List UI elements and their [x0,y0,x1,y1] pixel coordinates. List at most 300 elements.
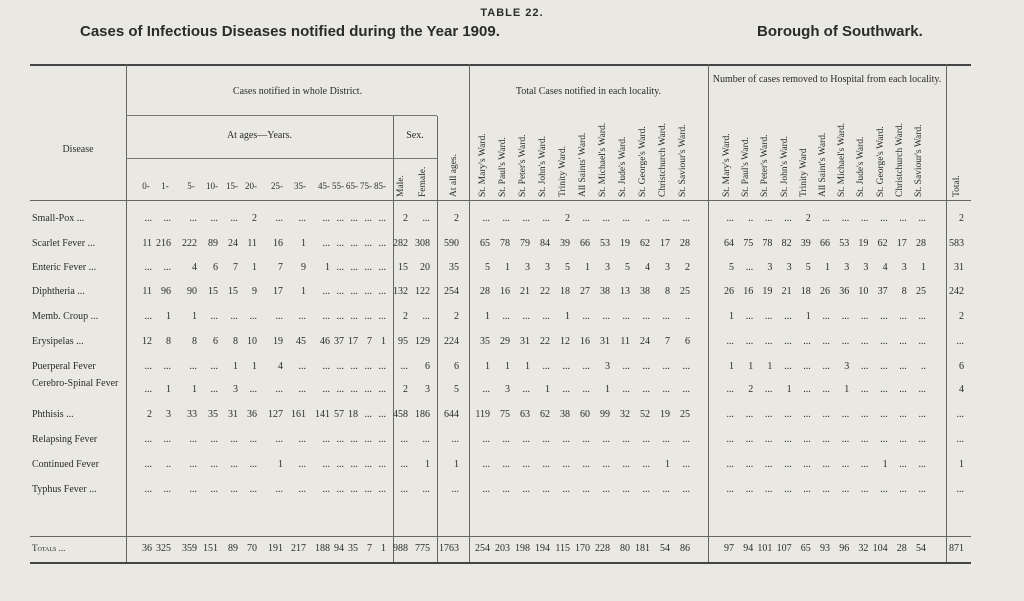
table-cell: 1 [192,384,197,395]
table-cell: ... [230,311,238,322]
table-cell: ... [350,311,358,322]
table-cell: ... [764,213,773,224]
table-cell: 2 [748,384,754,395]
table-cell: 1 [425,459,430,470]
table-cell: ... [144,213,152,224]
table-cell: 4 [645,262,650,273]
table-cell: 75 [500,409,510,420]
table-cell: 7 [367,543,372,554]
table-cell: 16 [743,286,754,297]
table-cell: ... [482,484,490,495]
table-cell: ... [899,459,907,470]
table-cell: ... [860,384,869,395]
table-cell: ... [350,213,358,224]
table-cell: ... [956,434,964,445]
table-cell: 2 [403,213,408,224]
table-cell: 57 [334,409,344,420]
table-cell: ... [880,409,888,420]
table-cell: ... [822,213,830,224]
table-cell: 198 [515,543,530,554]
disease-name: Puerperal Fever [32,361,96,372]
table-cell: ... [860,409,869,420]
table-cell: ... [336,361,344,372]
table-cell: ... [602,459,610,470]
table-cell: ... [860,213,869,224]
table-cell: 5 [454,384,459,395]
table-cell: ... [764,311,773,322]
table-cell: 3 [901,262,907,273]
table-cell: 80 [620,543,630,554]
table-cell: ... [350,286,358,297]
table-cell: 3 [605,262,610,273]
table-cell: 325 [156,543,171,554]
table-cell: ... [860,336,869,347]
all-ages-header: At all ages. [449,153,459,197]
table-cell: 11 [247,238,257,249]
column-divider [708,64,709,562]
table-cell: 6 [213,336,218,347]
bottom-rule [30,562,971,564]
disease-name: Totals ... [32,543,66,553]
table-cell: 170 [575,543,590,554]
table-cell: 242 [949,286,964,297]
table-cell: 5 [729,262,734,273]
table-cell: ... [336,213,344,224]
table-cell: 99 [600,409,610,420]
table-cell: ... [582,434,590,445]
table-cell: ... [522,384,530,395]
group-divider [126,115,437,116]
table-cell: .. [685,311,690,322]
table-cell: ... [298,384,306,395]
age-column-header: 20- [245,181,257,191]
table-cell: 62 [540,409,550,420]
table-cell: ... [745,459,754,470]
table-cell: 1 [166,384,171,395]
table-cell: 3 [844,262,850,273]
table-cell: 94 [334,543,344,554]
table-cell: 90 [187,286,197,297]
table-cell: ... [784,459,792,470]
table-cell: ... [378,361,386,372]
sex-header: Sex. [406,130,424,141]
table-cell: ... [642,384,650,395]
table-cell: ... [336,286,344,297]
table-cell: ... [880,311,888,322]
table-cell: ... [602,434,610,445]
table-cell: 1 [748,361,754,372]
table-cell: 93 [820,543,830,554]
table-cell: ... [899,409,907,420]
table-cell: ... [364,384,372,395]
table-cell: 64 [724,238,734,249]
table-cell: 2 [454,213,459,224]
table-cell: 38 [560,409,570,420]
table-cell: 4 [278,361,283,372]
table-cell: 127 [268,409,283,420]
disease-name: Memb. Croup ... [32,311,99,322]
age-column-header: 85- [374,181,386,191]
table-cell: 37 [334,336,344,347]
table-cell: 31 [228,409,238,420]
table-cell: ... [364,484,372,495]
table-cell: 1 [233,361,238,372]
table-cell: ... [745,336,754,347]
table-cell: ... [364,361,372,372]
table-cell: 6 [425,361,430,372]
table-cell: ... [364,238,372,249]
table-cell: ... [378,311,386,322]
locality-header: Total Cases notified in each locality. [515,86,662,97]
table-cell: ... [210,213,218,224]
table-cell: 31 [954,262,964,273]
table-cell: ... [860,459,869,470]
table-cell: ... [298,484,306,495]
table-cell: 9 [252,286,257,297]
table-cell: ... [860,311,869,322]
table-cell: 3 [166,409,171,420]
table-cell: ... [364,409,372,420]
table-cell: ... [956,336,964,347]
table-cell: ... [880,213,888,224]
table-cell: 191 [268,543,283,554]
removed-ward-header: St. John's Ward. [779,136,790,197]
table-cell: 18 [348,409,358,420]
table-cell: ... [322,459,330,470]
table-cell: 2 [403,384,408,395]
header-bottom-rule [30,200,971,201]
table-cell: 115 [555,543,570,554]
table-cell: ... [542,361,550,372]
table-cell: 16 [500,286,510,297]
table-cell: ... [726,213,734,224]
table-cell: ... [522,459,530,470]
table-cell: 19 [660,409,670,420]
table-cell: 3 [863,262,869,273]
table-cell: 1 [381,543,386,554]
table-cell: 62 [877,238,888,249]
table-cell: 3 [786,262,792,273]
table-cell: ... [298,311,306,322]
table-cell: 1 [252,361,257,372]
disease-name: Continued Fever [32,459,99,470]
table-cell: 54 [916,543,926,554]
table-cell: 15 [228,286,238,297]
table-cell: ... [350,459,358,470]
table-cell: 2 [959,311,964,322]
table-cell: 141 [315,409,330,420]
table-cell: ... [918,459,926,470]
table-cell: 15 [208,286,218,297]
table-cell: ... [764,384,773,395]
table-cell: 78 [500,238,510,249]
table-cell: ... [400,434,408,445]
locality-ward-header: St. Paul's Ward. [498,137,508,197]
table-cell: ... [522,434,530,445]
table-cell: 1 [729,311,734,322]
table-cell: 8 [233,336,238,347]
table-cell: ... [602,311,610,322]
table-cell: 181 [635,543,650,554]
table-cell: 122 [415,286,430,297]
table-cell: 1 [921,262,926,273]
table-cell: ... [899,336,907,347]
table-cell: ... [803,409,811,420]
table-cell: 1 [252,262,257,273]
table-cell: 79 [520,238,530,249]
table-cell: 5 [485,262,490,273]
table-cell: ... [378,409,386,420]
removed-ward-header: St. Paul's Ward. [741,137,752,197]
age-column-header: 45- [318,181,330,191]
table-cell: 7 [367,336,372,347]
table-cell: ... [378,484,386,495]
table-cell: ... [682,484,690,495]
table-cell: ... [350,434,358,445]
table-cell: 53 [600,238,610,249]
table-cell: ... [275,484,283,495]
table-cell: 1 [844,384,850,395]
table-cell: ... [642,484,650,495]
table-cell: 35 [480,336,490,347]
table-cell: 359 [182,543,197,554]
table-cell: ... [822,336,830,347]
table-cell: ... [422,213,430,224]
table-cell: ... [622,484,630,495]
table-cell: ... [364,434,372,445]
table-cell: ... [582,311,590,322]
table-cell: 10 [247,336,257,347]
table-cell: 89 [228,543,238,554]
table-cell: ... [899,361,907,372]
table-cell: 5 [805,262,811,273]
removed-ward-header: St. Michael's Ward. [837,122,848,197]
table-cell: ... [918,409,926,420]
table-cell: ... [400,361,408,372]
table-cell: 1 [381,336,386,347]
disease-name: Erysipelas ... [32,336,84,347]
table-cell: ... [803,384,811,395]
table-cell: 186 [415,409,430,420]
table-cell: ... [642,361,650,372]
table-cell: 28 [680,238,690,249]
table-cell: ... [602,213,610,224]
table-cell: ... [784,361,792,372]
table-cell: ... [482,459,490,470]
table-cell: ... [918,484,926,495]
table-cell: ... [726,409,734,420]
table-cell: 6 [213,262,218,273]
table-cell: ... [682,361,690,372]
table-cell: ... [502,213,510,224]
table-cell: ... [602,484,610,495]
table-cell: ... [642,311,650,322]
table-cell: .. [166,459,171,470]
table-cell: ... [784,311,792,322]
table-cell: ... [144,434,152,445]
table-cell: 26 [724,286,734,297]
table-cell: 188 [315,543,330,554]
table-cell: ... [350,361,358,372]
disease-name: Relapsing Fever [32,434,98,445]
table-cell: 53 [839,238,850,249]
table-cell: ... [822,361,830,372]
table-cell: ... [562,361,570,372]
table-cell: 6 [454,361,459,372]
table-cell: 27 [580,286,590,297]
table-cell: 22 [540,336,550,347]
locality-ward-header: St. John's Ward. [538,136,548,197]
table-cell: ... [880,336,888,347]
table-cell: ... [745,434,754,445]
table-cell: ... [336,238,344,249]
table-cell: ... [803,434,811,445]
table-cell: ... [230,484,238,495]
age-column-header: 15- [226,181,238,191]
removed-ward-header: Trinity Ward [798,148,809,197]
age-divider [126,158,437,159]
table-cell: 1 [825,262,830,273]
table-cell: ... [336,434,344,445]
table-cell: 132 [393,286,408,297]
table-cell: 3 [233,384,238,395]
table-cell: ... [210,434,218,445]
table-cell: ... [522,213,530,224]
table-cell: 871 [949,543,964,554]
table-cell: ... [582,484,590,495]
borough-name: Borough of Southwark. [757,23,923,40]
table-cell: 18 [800,286,811,297]
table-cell: ... [144,311,152,322]
table-cell: 1 [565,311,570,322]
table-cell: 216 [156,238,171,249]
table-cell: 54 [660,543,670,554]
table-cell: ... [682,384,690,395]
table-cell: ... [163,361,171,372]
age-column-header: 75- [360,181,372,191]
sex-column-header: Female. [418,166,428,197]
table-cell: 63 [520,409,530,420]
table-cell: 129 [415,336,430,347]
table-cell: ... [189,434,197,445]
table-cell: 36 [142,543,152,554]
table-cell: 9 [301,262,306,273]
table-cell: 31 [600,336,610,347]
table-cell: 1 [505,361,510,372]
table-cell: 35 [348,543,358,554]
table-cell: 458 [393,409,408,420]
table-cell: 1 [545,384,550,395]
table-cell: 11 [142,238,152,249]
table-cell: ... [562,384,570,395]
table-cell: ... [841,459,850,470]
table-cell: ... [918,311,926,322]
table-cell: ... [822,484,830,495]
locality-ward-header: Trinity Ward. [558,146,568,197]
table-cell: ... [144,384,152,395]
table-cell: ... [622,459,630,470]
table-cell: 590 [444,238,459,249]
table-cell: 28 [480,286,490,297]
table-cell: 3 [665,262,670,273]
table-cell: ... [322,384,330,395]
table-cell: ... [350,384,358,395]
table-cell: ... [422,484,430,495]
table-cell: ... [899,484,907,495]
table-cell: ... [378,384,386,395]
table-cell: ... [230,213,238,224]
table-cell: ... [210,361,218,372]
table-cell: 36 [839,286,850,297]
table-cell: 222 [182,238,197,249]
table-cell: ... [956,484,964,495]
table-cell: ... [822,434,830,445]
table-cell: 16 [580,336,590,347]
table-cell: ... [542,459,550,470]
table-cell: ... [860,434,869,445]
table-cell: 224 [444,336,459,347]
table-cell: 101 [757,543,773,554]
table-cell: 4 [959,384,964,395]
table-cell: 2 [805,213,811,224]
table-cell: .. [748,213,754,224]
table-cell: ... [784,484,792,495]
table-cell: ... [298,361,306,372]
table-cell: ... [764,459,773,470]
table-cell: 24 [640,336,650,347]
table-cell: 94 [743,543,754,554]
table-cell: 7 [665,336,670,347]
table-cell: ... [764,484,773,495]
removed-ward-header: St. Jude's Ward. [856,136,867,197]
table-cell: 82 [781,238,792,249]
table-cell: ... [726,459,734,470]
age-column-header: 65- [346,181,358,191]
table-cell: ... [784,213,792,224]
table-cell: 1 [192,311,197,322]
table-cell: ... [298,434,306,445]
table-cell: ... [502,484,510,495]
table-cell: ... [502,434,510,445]
table-cell: ... [542,434,550,445]
table-cell: 37 [877,286,888,297]
table-cell: 1 [767,361,773,372]
table-cell: 21 [520,286,530,297]
table-cell: ... [144,459,152,470]
table-cell: ... [803,484,811,495]
table-cell: ... [230,434,238,445]
table-cell: ... [956,409,964,420]
table-cell: 38 [600,286,610,297]
totals-rule [30,536,971,537]
table-cell: ... [210,311,218,322]
table-cell: ... [378,238,386,249]
table-cell: 4 [192,262,197,273]
table-cell: ... [880,384,888,395]
locality-ward-header: St. Peter's Ward. [518,134,528,197]
table-cell: ... [189,484,197,495]
table-cell: ... [298,459,306,470]
table-cell: 7 [278,262,283,273]
table-cell: ... [803,336,811,347]
table-title: Cases of Infectious Diseases notified during the Year 1909. [80,23,500,40]
table-cell: ... [880,484,888,495]
table-cell: 66 [820,238,830,249]
table-cell: 988 [393,543,408,554]
table-cell: ... [275,213,283,224]
age-column-header: 25- [271,181,283,191]
table-cell: 1 [729,361,734,372]
